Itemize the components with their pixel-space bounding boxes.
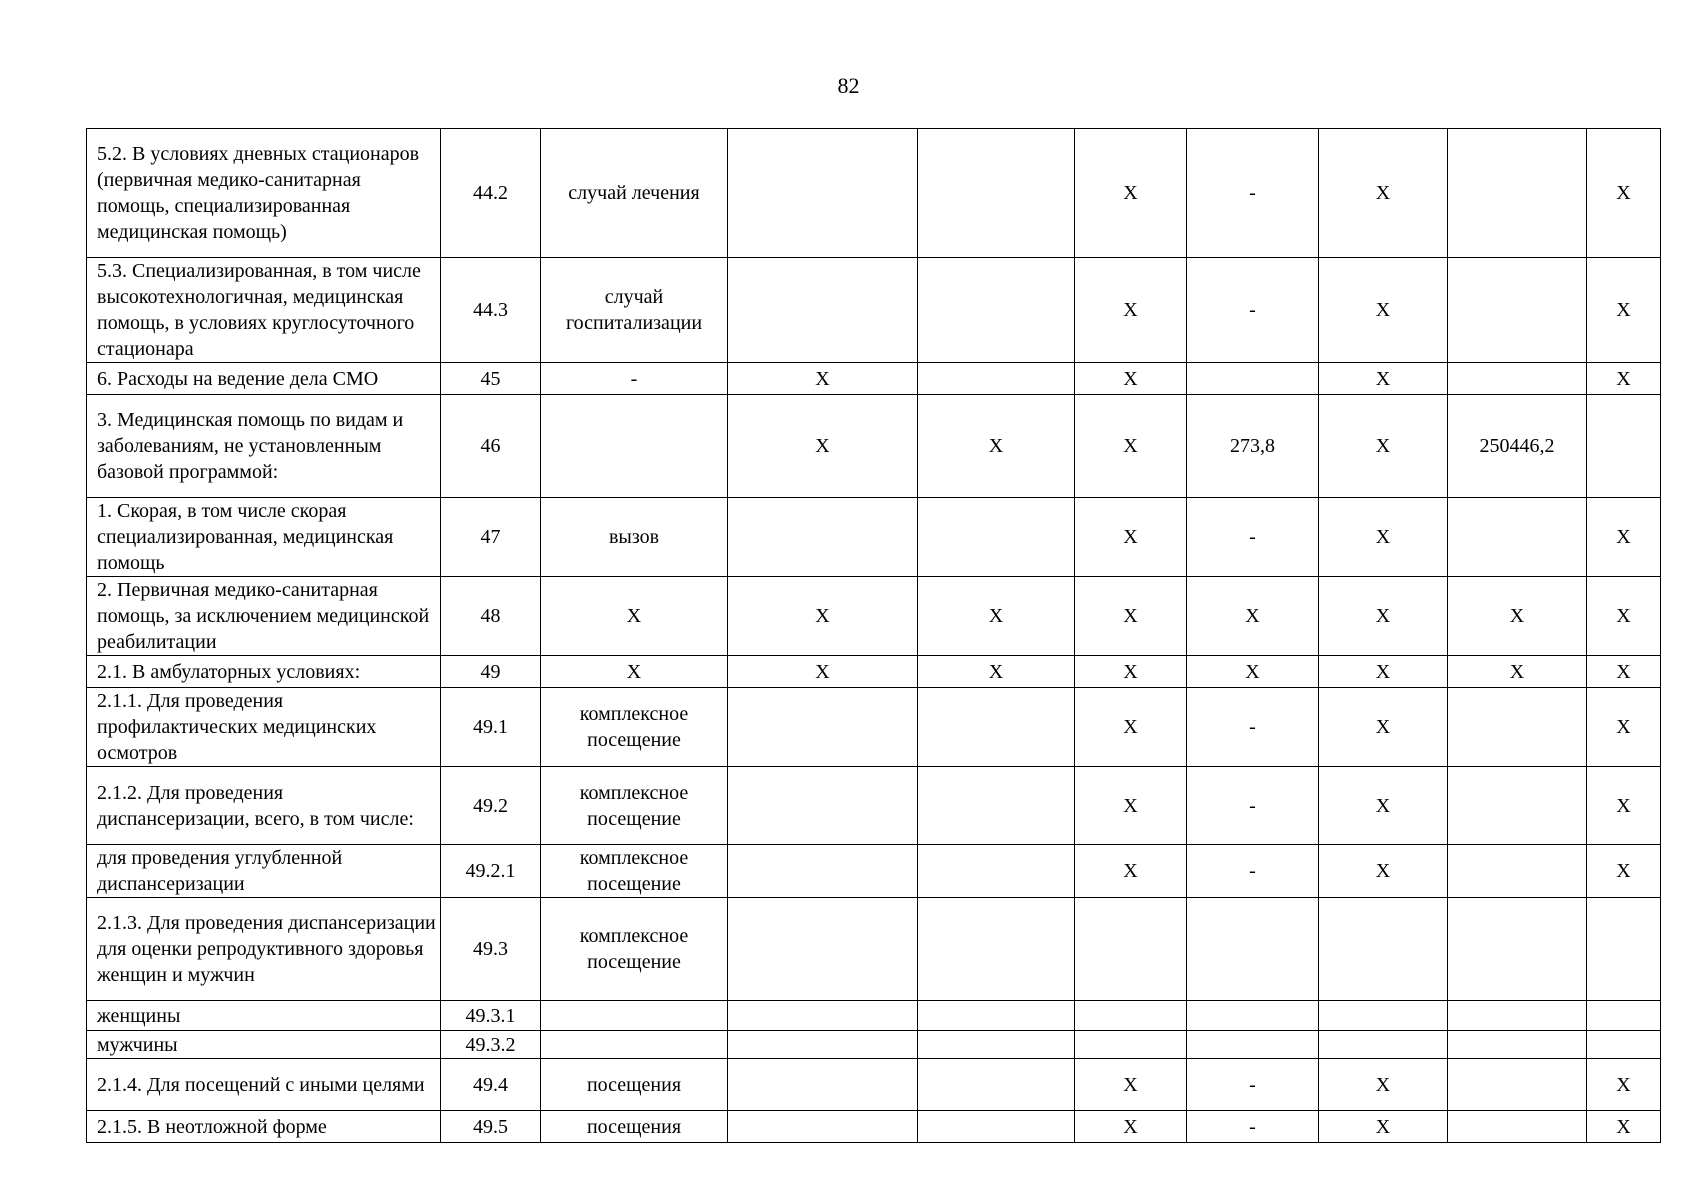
cell-row-code: 44.2 [441, 129, 541, 258]
table-row [87, 363, 1661, 395]
cell-col-8: X [1319, 395, 1448, 498]
cell-col-7: - [1187, 258, 1319, 363]
cell-col-4 [728, 1031, 918, 1059]
cell-col-9 [1448, 258, 1587, 363]
cell-col-10: X [1587, 129, 1661, 258]
cell-col-6: X [1075, 363, 1187, 395]
cell-col-9 [1448, 688, 1587, 767]
cell-row-label: 2.1.2. Для проведения диспансеризации, всего, в том числе: [87, 767, 441, 845]
cell-col-8: X [1319, 656, 1448, 688]
cell-row-label: мужчины [87, 1031, 441, 1059]
cell-col-9 [1448, 363, 1587, 395]
cell-unit [541, 395, 728, 498]
cell-col-7: X [1187, 577, 1319, 656]
cell-col-5 [918, 1111, 1075, 1143]
cell-col-5 [918, 767, 1075, 845]
cell-col-5 [918, 1031, 1075, 1059]
cell-row-code: 49.5 [441, 1111, 541, 1143]
cell-col-9 [1448, 1111, 1587, 1143]
table-row [87, 577, 1661, 656]
cell-col-4: X [728, 363, 918, 395]
cell-col-10: X [1587, 767, 1661, 845]
cell-row-code: 49.2.1 [441, 845, 541, 898]
cell-col-7: - [1187, 1059, 1319, 1111]
cell-col-10 [1587, 395, 1661, 498]
table-row [87, 258, 1661, 363]
cell-row-label: 5.3. Специализированная, в том числе высокотехнологичная, медицинская помощь, в условиях круглосуточного стационара [87, 258, 441, 363]
table-row [87, 656, 1661, 688]
cell-row-code: 47 [441, 498, 541, 577]
cell-row-code: 49.3 [441, 898, 541, 1001]
cell-col-5 [918, 129, 1075, 258]
cell-col-6: X [1075, 688, 1187, 767]
cell-row-label: женщины [87, 1001, 441, 1031]
cell-col-7: 273,8 [1187, 395, 1319, 498]
table-row [87, 1059, 1661, 1111]
cell-col-4 [728, 845, 918, 898]
cell-col-7: - [1187, 767, 1319, 845]
cell-col-4 [728, 898, 918, 1001]
cell-col-4 [728, 498, 918, 577]
cell-col-6: X [1075, 258, 1187, 363]
cell-col-9: X [1448, 656, 1587, 688]
cell-col-10: X [1587, 258, 1661, 363]
data-table [86, 128, 1661, 1143]
cell-col-9 [1448, 845, 1587, 898]
cell-col-8: X [1319, 258, 1448, 363]
cell-col-10: X [1587, 1059, 1661, 1111]
cell-col-8 [1319, 1031, 1448, 1059]
cell-col-7: - [1187, 498, 1319, 577]
cell-col-7 [1187, 1031, 1319, 1059]
cell-row-code: 46 [441, 395, 541, 498]
cell-col-9 [1448, 1059, 1587, 1111]
table-row [87, 1001, 1661, 1031]
cell-row-label: 1. Скорая, в том числе скорая специализированная, медицинская помощь [87, 498, 441, 577]
cell-col-5 [918, 845, 1075, 898]
cell-row-label: 2.1.5. В неотложной форме [87, 1111, 441, 1143]
cell-row-code: 48 [441, 577, 541, 656]
cell-col-9 [1448, 1031, 1587, 1059]
cell-col-9 [1448, 498, 1587, 577]
cell-col-4 [728, 688, 918, 767]
cell-col-5 [918, 363, 1075, 395]
cell-col-5: X [918, 395, 1075, 498]
cell-col-10: X [1587, 688, 1661, 767]
cell-row-label: 3. Медицинская помощь по видам и заболеваниям, не установленным базовой программой: [87, 395, 441, 498]
cell-row-label: 2.1. В амбулаторных условиях: [87, 656, 441, 688]
cell-col-4 [728, 1001, 918, 1031]
cell-col-8 [1319, 898, 1448, 1001]
cell-row-label: 2.1.1. Для проведения профилактических медицинских осмотров [87, 688, 441, 767]
cell-col-10 [1587, 1001, 1661, 1031]
cell-row-code: 49 [441, 656, 541, 688]
cell-col-6: X [1075, 1111, 1187, 1143]
table-row [87, 1111, 1661, 1143]
cell-col-7 [1187, 898, 1319, 1001]
cell-row-label: для проведения углубленной диспансеризации [87, 845, 441, 898]
cell-col-6: X [1075, 656, 1187, 688]
cell-col-7: - [1187, 845, 1319, 898]
cell-col-4 [728, 1111, 918, 1143]
cell-col-6: X [1075, 129, 1187, 258]
cell-col-5 [918, 1001, 1075, 1031]
cell-row-label: 5.2. В условиях дневных стационаров (первичная медико-санитарная помощь, специализированная медицинская помощь) [87, 129, 441, 258]
cell-col-8: X [1319, 845, 1448, 898]
cell-unit: посещения [541, 1059, 728, 1111]
table-row [87, 688, 1661, 767]
cell-row-code: 49.3.1 [441, 1001, 541, 1031]
cell-col-7: - [1187, 129, 1319, 258]
cell-col-9 [1448, 767, 1587, 845]
cell-col-10: X [1587, 363, 1661, 395]
cell-unit: комплексное посещение [541, 898, 728, 1001]
cell-unit: комплексное посещение [541, 845, 728, 898]
cell-col-6 [1075, 1031, 1187, 1059]
cell-row-code: 49.4 [441, 1059, 541, 1111]
cell-col-7: - [1187, 688, 1319, 767]
cell-col-4: X [728, 656, 918, 688]
cell-col-4: X [728, 395, 918, 498]
cell-col-9: X [1448, 577, 1587, 656]
cell-unit [541, 1031, 728, 1059]
cell-col-5: X [918, 656, 1075, 688]
cell-col-7 [1187, 363, 1319, 395]
cell-col-7: - [1187, 1111, 1319, 1143]
cell-col-5 [918, 258, 1075, 363]
cell-col-6: X [1075, 845, 1187, 898]
cell-col-6 [1075, 1001, 1187, 1031]
cell-col-7 [1187, 1001, 1319, 1031]
cell-unit: - [541, 363, 728, 395]
cell-col-4 [728, 767, 918, 845]
cell-row-code: 44.3 [441, 258, 541, 363]
cell-col-4: X [728, 577, 918, 656]
cell-col-5 [918, 1059, 1075, 1111]
table-row [87, 1031, 1661, 1059]
cell-unit: комплексное посещение [541, 688, 728, 767]
cell-col-5 [918, 498, 1075, 577]
cell-col-10: X [1587, 845, 1661, 898]
table-row [87, 129, 1661, 258]
cell-col-9 [1448, 1001, 1587, 1031]
cell-col-8 [1319, 1001, 1448, 1031]
page-number: 82 [837, 73, 860, 98]
cell-col-8: X [1319, 577, 1448, 656]
table-row [87, 395, 1661, 498]
table-row [87, 767, 1661, 845]
cell-col-4 [728, 1059, 918, 1111]
cell-col-7: X [1187, 656, 1319, 688]
cell-unit [541, 1001, 728, 1031]
cell-unit: X [541, 577, 728, 656]
cell-col-10: X [1587, 1111, 1661, 1143]
cell-unit: X [541, 656, 728, 688]
cell-row-code: 45 [441, 363, 541, 395]
cell-unit: комплексное посещение [541, 767, 728, 845]
cell-col-9 [1448, 898, 1587, 1001]
cell-row-label: 2.1.3. Для проведения диспансеризации для оценки репродуктивного здоровья женщин и мужчин [87, 898, 441, 1001]
cell-col-6: X [1075, 1059, 1187, 1111]
table-row [87, 498, 1661, 577]
cell-unit: посещения [541, 1111, 728, 1143]
cell-col-8: X [1319, 767, 1448, 845]
cell-col-5 [918, 688, 1075, 767]
cell-col-10 [1587, 898, 1661, 1001]
cell-col-9 [1448, 129, 1587, 258]
table-row [87, 898, 1661, 1001]
cell-row-label: 2.1.4. Для посещений с иными целями [87, 1059, 441, 1111]
cell-col-5 [918, 898, 1075, 1001]
cell-row-code: 49.3.2 [441, 1031, 541, 1059]
cell-col-8: X [1319, 129, 1448, 258]
cell-col-10 [1587, 1031, 1661, 1059]
cell-col-6: X [1075, 767, 1187, 845]
cell-unit: вызов [541, 498, 728, 577]
cell-row-code: 49.2 [441, 767, 541, 845]
cell-col-5: X [918, 577, 1075, 656]
cell-col-8: X [1319, 1059, 1448, 1111]
cell-col-6: X [1075, 498, 1187, 577]
cell-col-10: X [1587, 577, 1661, 656]
cell-col-10: X [1587, 498, 1661, 577]
cell-col-6 [1075, 898, 1187, 1001]
table-row [87, 845, 1661, 898]
cell-unit: случай лечения [541, 129, 728, 258]
cell-col-8: X [1319, 1111, 1448, 1143]
cell-col-10: X [1587, 656, 1661, 688]
cell-col-8: X [1319, 498, 1448, 577]
cell-col-6: X [1075, 395, 1187, 498]
cell-col-4 [728, 258, 918, 363]
cell-unit: случай госпитализации [541, 258, 728, 363]
cell-row-label: 6. Расходы на ведение дела СМО [87, 363, 441, 395]
cell-row-label: 2. Первичная медико-санитарная помощь, за исключением медицинской реабилитации [87, 577, 441, 656]
cell-col-4 [728, 129, 918, 258]
cell-row-code: 49.1 [441, 688, 541, 767]
cell-col-9: 250446,2 [1448, 395, 1587, 498]
cell-col-6: X [1075, 577, 1187, 656]
cell-col-8: X [1319, 363, 1448, 395]
cell-col-8: X [1319, 688, 1448, 767]
